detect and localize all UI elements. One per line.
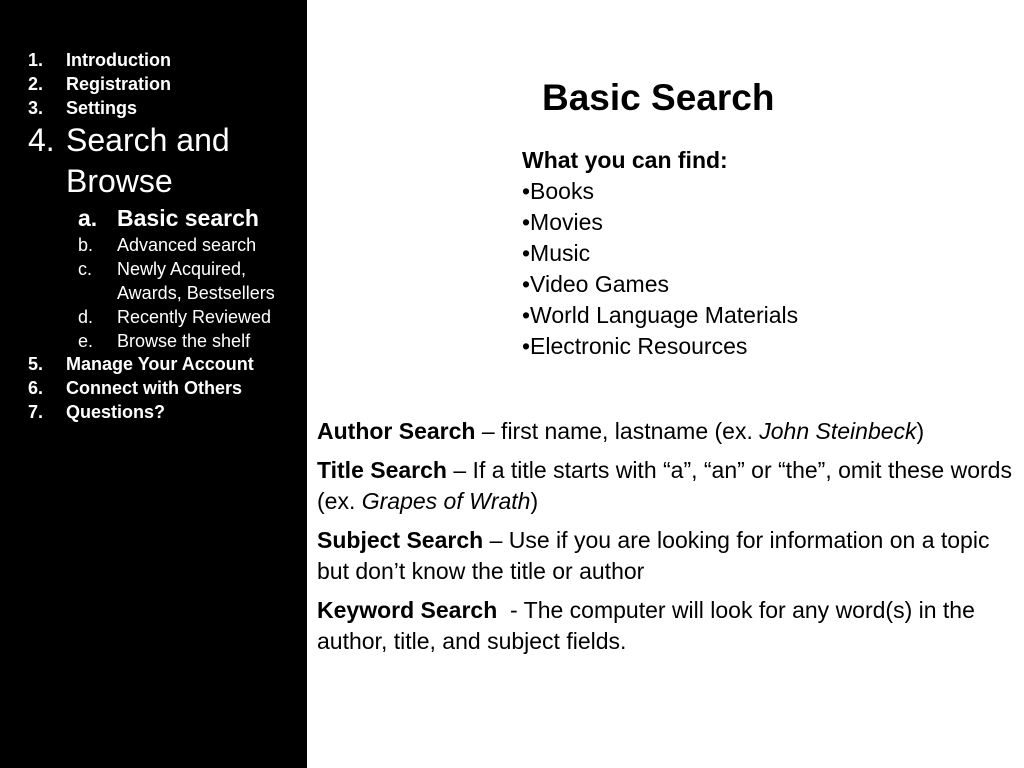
outline-item-number: 5. <box>28 354 44 374</box>
outline-item-manage-account[interactable] <box>0 352 307 376</box>
title-search-label: Title Search <box>317 457 447 483</box>
outline-subitem-advanced-search[interactable] <box>0 233 307 257</box>
find-heading: What you can find: <box>522 147 728 173</box>
keyword-search-paragraph <box>317 595 1017 657</box>
outline-subitem-browse-shelf[interactable] <box>0 329 307 353</box>
outline-item-label: Questions? <box>66 402 166 422</box>
subject-search-paragraph <box>317 525 1017 587</box>
outline-item-number: 6. <box>28 378 44 398</box>
subject-search-label: Subject Search <box>317 527 484 553</box>
outline-item-label: Search and <box>66 122 230 158</box>
outline-subitem-letter: a. <box>78 205 98 231</box>
author-search-paragraph <box>317 416 1017 447</box>
outline-subitem-label: Advanced search <box>117 235 257 255</box>
author-search-close: ) <box>916 418 925 444</box>
outline-item-introduction[interactable] <box>0 48 307 72</box>
title-search-close: ) <box>530 488 539 514</box>
find-item: •Electronic Resources <box>522 333 748 359</box>
outline-item-number: 1. <box>28 50 44 70</box>
outline-item-connect-others[interactable] <box>0 376 307 400</box>
outline-item-settings[interactable] <box>0 96 307 120</box>
sidebar-outline <box>0 0 307 768</box>
keyword-search-label: Keyword Search <box>317 597 498 623</box>
outline-subitem-recently-reviewed[interactable] <box>0 305 307 329</box>
outline-item-label: Settings <box>66 98 138 118</box>
outline-item-number: 7. <box>28 402 44 422</box>
title-search-paragraph <box>317 455 1017 517</box>
keyword-search-text: - The computer will look for any word(s) in the author, title, and subject fields. <box>317 597 982 654</box>
author-search-text: – first name, lastname (ex. <box>475 418 760 444</box>
search-types <box>317 416 1017 665</box>
outline-subitem-label-continued: Awards, Bestsellers <box>117 283 275 303</box>
find-list <box>522 145 798 362</box>
find-item: •World Language Materials <box>522 302 799 328</box>
outline-subitem-basic-search[interactable] <box>0 203 307 233</box>
author-search-example: John Steinbeck <box>759 418 917 444</box>
outline-item-label: Introduction <box>66 50 171 70</box>
outline-subitem-newly-acquired[interactable] <box>0 257 307 305</box>
outline-subitem-label: Basic search <box>117 205 259 231</box>
outline-subitem-letter: c. <box>78 259 93 279</box>
find-item: •Video Games <box>522 271 669 297</box>
outline-subitem-label: Browse the shelf <box>117 331 251 351</box>
author-search-label: Author Search <box>317 418 476 444</box>
outline-item-label: Manage Your Account <box>66 354 254 374</box>
subject-search-text: – Use if you are looking for information on a topic but don’t know the title or author <box>317 527 990 584</box>
outline-subitem-letter: b. <box>78 235 94 255</box>
outline-subitem-letter: d. <box>78 307 94 327</box>
outline-item-number: 3. <box>28 98 44 118</box>
outline-item-label: Connect with Others <box>66 378 243 398</box>
outline-item-number: 4. <box>28 122 55 158</box>
title-search-text: – If a title starts with “a”, “an” or “the”, omit these words (ex. <box>317 457 1012 514</box>
page-title: Basic Search <box>542 77 775 118</box>
outline-subitem-letter: e. <box>78 331 94 351</box>
outline-item-label-continued: Browse <box>66 163 173 199</box>
find-item: •Movies <box>522 209 603 235</box>
find-item: •Music <box>522 240 591 266</box>
outline-item-registration[interactable] <box>0 72 307 96</box>
outline-subitem-label: Recently Reviewed <box>117 307 272 327</box>
find-item: •Books <box>522 178 594 204</box>
outline-item-search-and-browse[interactable] <box>0 120 307 202</box>
outline-item-label: Registration <box>66 74 172 94</box>
outline-item-questions[interactable] <box>0 400 307 424</box>
outline-item-number: 2. <box>28 74 44 94</box>
title-search-example: Grapes of Wrath <box>361 488 531 514</box>
outline-subitem-label: Newly Acquired, <box>117 259 247 279</box>
